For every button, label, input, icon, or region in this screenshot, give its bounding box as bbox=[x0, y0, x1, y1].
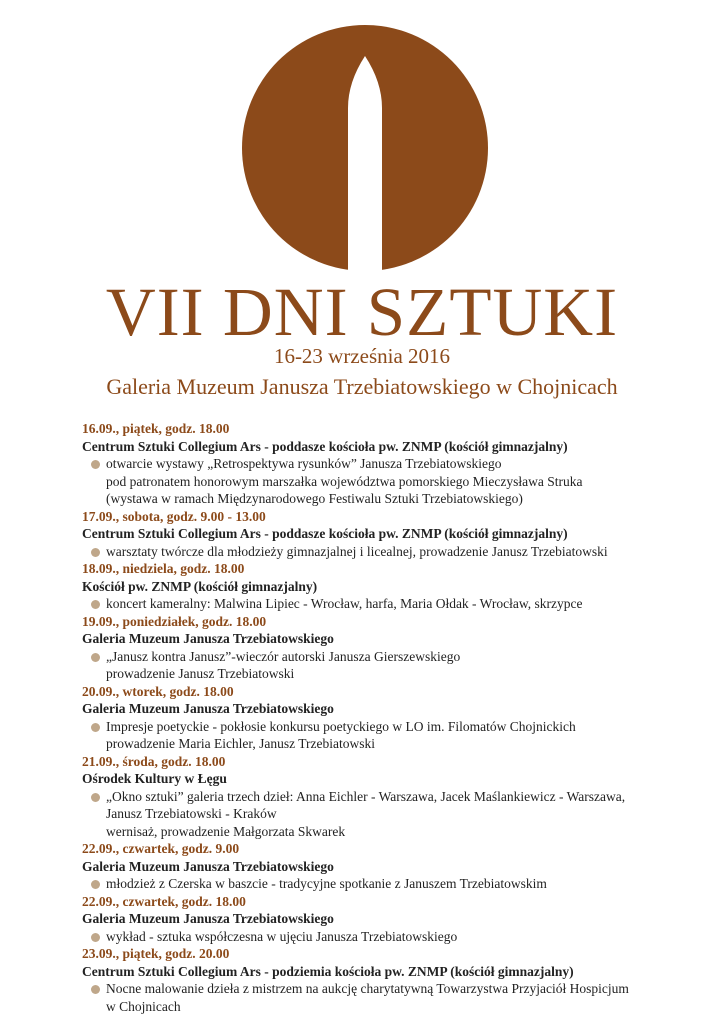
event-description bbox=[82, 595, 702, 613]
event-description bbox=[82, 980, 702, 998]
event-5 bbox=[82, 683, 702, 753]
bullet-icon bbox=[91, 600, 100, 609]
event-venue: Centrum Sztuki Collegium Ars - podziemia kościoła pw. ZNMP (kościół gimnazjalny) bbox=[82, 963, 574, 979]
program-schedule bbox=[82, 420, 702, 1015]
event-venue: Galeria Muzeum Janusza Trzebiatowskiego bbox=[82, 631, 334, 646]
event-venue: Galeria Muzeum Janusza Trzebiatowskiego bbox=[82, 701, 334, 716]
event-date: 16.09., piątek, godz. 18.00 bbox=[82, 421, 230, 436]
event-date: 22.09., czwartek, godz. 18.00 bbox=[82, 893, 246, 909]
event-description-text: (wystawa w ramach Międzynarodowego Festiwalu Sztuki Trzebiatowskiego) bbox=[106, 491, 523, 506]
event-2 bbox=[82, 508, 702, 561]
bullet-icon bbox=[91, 880, 100, 889]
event-description bbox=[82, 718, 702, 736]
event-description-cont bbox=[82, 473, 702, 491]
event-6 bbox=[82, 753, 702, 841]
event-9 bbox=[82, 945, 702, 1015]
event-description-cont bbox=[82, 490, 702, 508]
event-description-cont bbox=[82, 805, 702, 823]
event-venue: Centrum Sztuki Collegium Ars - poddasze kościoła pw. ZNMP (kościół gimnazjalny) bbox=[82, 438, 568, 454]
bullet-icon bbox=[91, 793, 100, 802]
event-date: 17.09., sobota, godz. 9.00 - 13.00 bbox=[82, 508, 266, 524]
bullet-icon bbox=[91, 723, 100, 732]
venue-subtitle: Galeria Muzeum Janusza Trzebiatowskiego w Chojnicach bbox=[106, 374, 618, 399]
event-venue: Centrum Sztuki Collegium Ars - poddasze kościoła pw. ZNMP (kościół gimnazjalny) bbox=[82, 526, 568, 541]
event-date: 21.09., środa, godz. 18.00 bbox=[82, 753, 226, 769]
event-description-cont bbox=[82, 823, 702, 841]
event-description-text: Impresje poetyckie - pokłosie konkursu poetyckiego w LO im. Filomatów Chojnickich bbox=[106, 718, 576, 734]
bullet-icon bbox=[91, 548, 100, 557]
bullet-icon bbox=[91, 460, 100, 469]
event-date: 22.09., czwartek, godz. 9.00 bbox=[82, 841, 240, 856]
event-dates: 16-23 września 2016 bbox=[273, 344, 451, 368]
event-description-text: warsztaty twórcze dla młodzieży gimnazjalnej i licealnej, prowadzenie Janusz Trzebiatowski bbox=[106, 543, 608, 559]
event-description-text: Nocne malowanie dzieła z mistrzem na aukcję charytatywną Towarzystwa Przyjaciół Hospicjum bbox=[106, 981, 629, 996]
bullet-icon bbox=[91, 933, 100, 942]
bullet-icon bbox=[91, 653, 100, 662]
event-3 bbox=[82, 560, 702, 613]
event-7 bbox=[82, 840, 702, 893]
event-description bbox=[82, 455, 702, 473]
event-description bbox=[82, 648, 702, 666]
event-1 bbox=[82, 420, 702, 508]
event-date: 23.09., piątek, godz. 20.00 bbox=[82, 946, 230, 961]
event-description bbox=[82, 788, 702, 806]
event-description-text: „Okno sztuki” galeria trzech dzieł: Anna Eichler - Warszawa, Jacek Maślankiewicz - Warszawa, bbox=[106, 788, 626, 804]
logo-emblem bbox=[242, 20, 488, 276]
event-description-text: wernisaż, prowadzenie Małgorzata Skwarek bbox=[106, 823, 346, 839]
event-date: 20.09., wtorek, godz. 18.00 bbox=[82, 683, 234, 699]
bullet-icon bbox=[91, 985, 100, 994]
event-description bbox=[82, 875, 702, 893]
event-description-text: otwarcie wystawy „Retrospektywa rysunków” Janusza Trzebiatowskiego bbox=[106, 456, 502, 471]
event-description-text: pod patronatem honorowym marszałka województwa pomorskiego Mieczysława Struka bbox=[106, 473, 583, 489]
event-description-cont bbox=[82, 998, 702, 1016]
event-venue: Kościół pw. ZNMP (kościół gimnazjalny) bbox=[82, 578, 318, 594]
event-description-text: w Chojnicach bbox=[106, 998, 181, 1014]
event-venue: Galeria Muzeum Janusza Trzebiatowskiego bbox=[82, 858, 334, 874]
event-description bbox=[82, 928, 702, 946]
page-title: VII DNI SZTUKI bbox=[105, 274, 619, 350]
event-description-text: Janusz Trzebiatowski - Kraków bbox=[106, 806, 277, 821]
event-description-text: wykład - sztuka współczesna w ujęciu Janusza Trzebiatowskiego bbox=[106, 928, 458, 944]
event-description-text: prowadzenie Maria Eichler, Janusz Trzebiatowski bbox=[106, 736, 376, 751]
event-4 bbox=[82, 613, 702, 683]
event-date: 19.09., poniedziałek, godz. 18.00 bbox=[82, 613, 267, 629]
event-8 bbox=[82, 893, 702, 946]
event-description-cont bbox=[82, 665, 702, 683]
event-date: 18.09., niedziela, godz. 18.00 bbox=[82, 561, 245, 576]
event-description-text: młodzież z Czerska w baszcie - tradycyjne spotkanie z Januszem Trzebiatowskim bbox=[106, 876, 547, 891]
event-description-text: prowadzenie Janusz Trzebiatowski bbox=[106, 666, 295, 681]
event-description bbox=[82, 543, 702, 561]
event-description-text: „Janusz kontra Janusz”-wieczór autorski Janusza Gierszewskiego bbox=[106, 648, 461, 664]
event-description-cont bbox=[82, 735, 702, 753]
event-venue: Ośrodek Kultury w Łęgu bbox=[82, 771, 227, 786]
event-description-text: koncert kameralny: Malwina Lipiec - Wrocław, harfa, Maria Ołdak - Wrocław, skrzypce bbox=[106, 596, 583, 611]
event-venue: Galeria Muzeum Janusza Trzebiatowskiego bbox=[82, 911, 334, 926]
